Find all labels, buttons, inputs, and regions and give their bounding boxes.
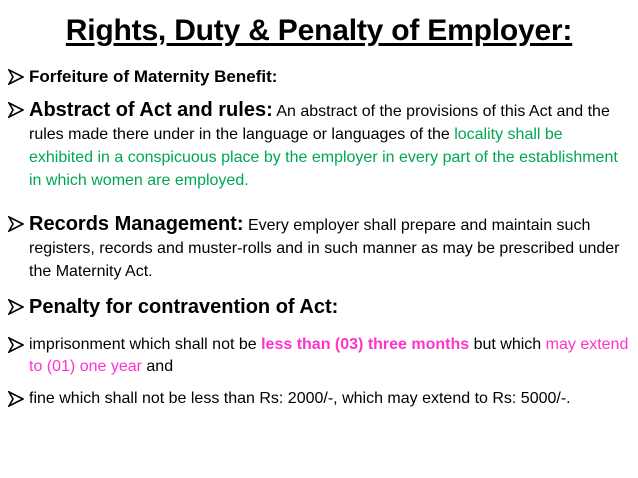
list-item-imprisonment xyxy=(8,334,630,378)
penalty-heading: Penalty for contravention of Act: xyxy=(29,296,339,318)
forfeiture-heading: Forfeiture of Maternity Benefit: xyxy=(29,67,278,86)
imprisonment-text-2: but which xyxy=(469,336,546,353)
arrow-bullet-icon xyxy=(8,299,24,315)
list-item-records xyxy=(8,213,630,283)
page-title: Rights, Duty & Penalty of Employer: xyxy=(65,14,573,47)
imprisonment-max-term: may extend to (01) one year xyxy=(29,336,629,375)
records-text: Every employer shall prepare and maintain such registers, records and muster-rolls and in such manner as may be prescribed under the Maternity Act. xyxy=(29,217,620,280)
list-item-forfeiture xyxy=(8,66,630,88)
imprisonment-text-3: and xyxy=(141,358,174,375)
imprisonment-min-term: less than (03) three months xyxy=(261,336,470,353)
arrow-bullet-icon xyxy=(8,102,24,118)
abstract-text-green: locality shall be exhibited in a conspicuous place by the employer in every part of the establishment in which women are employed. xyxy=(29,126,618,189)
imprisonment-text: imprisonment which shall not be xyxy=(29,336,262,353)
records-heading: Records Management: xyxy=(29,213,244,235)
abstract-text: An abstract of the provisions of this Act and the rules made there under in the language or languages of the xyxy=(29,103,610,143)
list-item-fine xyxy=(8,388,630,410)
arrow-bullet-icon xyxy=(8,337,24,353)
arrow-bullet-icon xyxy=(8,391,24,407)
fine-text: fine which shall not be less than Rs: 2000/-, which may extend to Rs: 5000/-. xyxy=(29,390,571,407)
abstract-heading: Abstract of Act and rules: xyxy=(29,99,273,121)
list-item-penalty xyxy=(8,296,630,318)
list-item-abstract xyxy=(8,99,630,192)
arrow-bullet-icon xyxy=(8,216,24,232)
arrow-bullet-icon xyxy=(8,69,24,85)
